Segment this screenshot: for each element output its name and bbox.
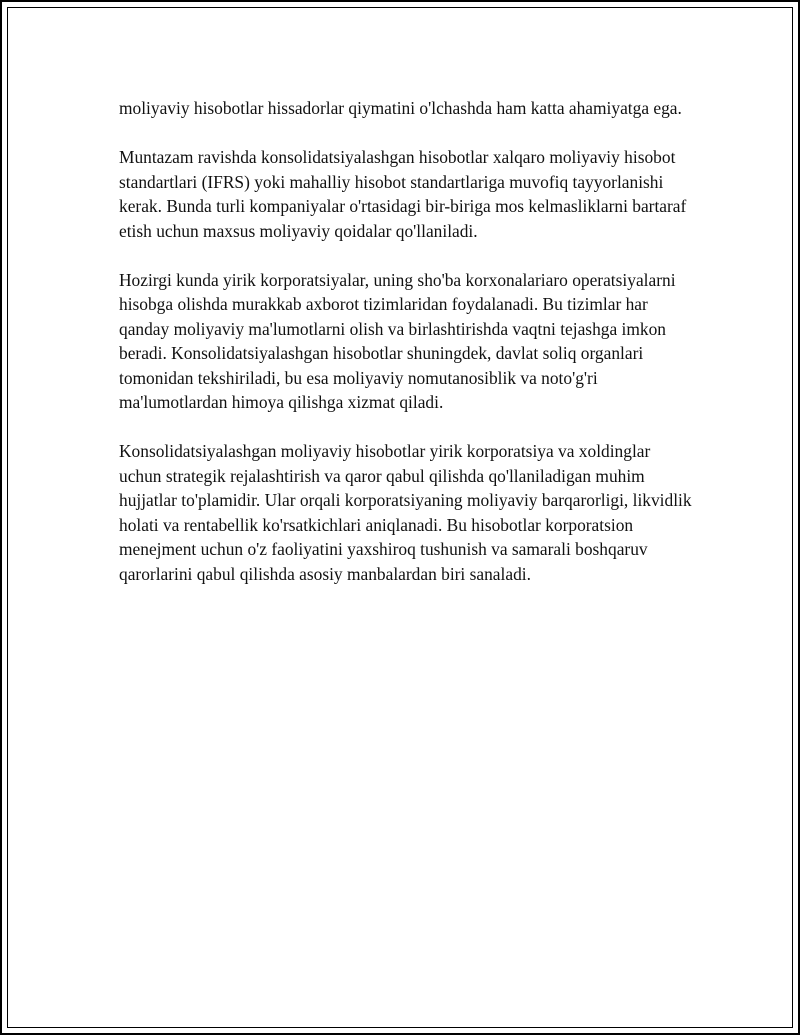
paragraph: Muntazam ravishda konsolidatsiyalashgan hisobotlar xalqaro moliyaviy hisobot standartlari (IFRS) yoki mahalliy hisobot standartlariga muvofiq tayyorlanishi kerak. Bunda turli kompaniyalar o'rtasidagi bir-biriga mos kelmasliklarni bartaraf etish uchun maxsus moliyaviy qoidalar qo'llaniladi. (119, 147, 687, 241)
paragraph: Hozirgi kunda yirik korporatsiyalar, uning sho'ba korxonalariaro operatsiyalarni hisobga olishda murakkab axborot tizimlaridan foydalanadi. Bu tizimlar har qanday moliyaviy ma'lumotlarni olish va birlashtirishda vaqtni tejashga imkon beradi. Konsolidatsiyalashgan hisobotlar shuningdek, davlat soliq organlari tomonidan tekshiriladi, bu esa moliyaviy nomutanosiblik va noto'g'ri ma'lumotlardan himoya qilishga xizmat qiladi. (119, 269, 676, 412)
document-body (119, 96, 694, 611)
paragraph: Konsolidatsiyalashgan moliyaviy hisobotlar yirik korporatsiya va xoldinglar uchun strategik rejalashtirish va qaror qabul qilishda qo'llaniladigan muhim hujjatlar to'plamidir. Ular orqali korporatsiyaning moliyaviy barqarorligi, likvidlik holati va rentabellik ko'rsatkichlari aniqlanadi. Bu hisobotlar korporatsion menejment uchun o'z faoliyatini yaxshiroq tushunish va samarali boshqaruv qarorlarini qabul qilishda asosiy manbalardan biri sanaladi. (119, 441, 692, 584)
paragraph: moliyaviy hisobotlar hissadorlar qiymatini o'lchashda ham katta ahamiyatga ega. (119, 98, 682, 118)
